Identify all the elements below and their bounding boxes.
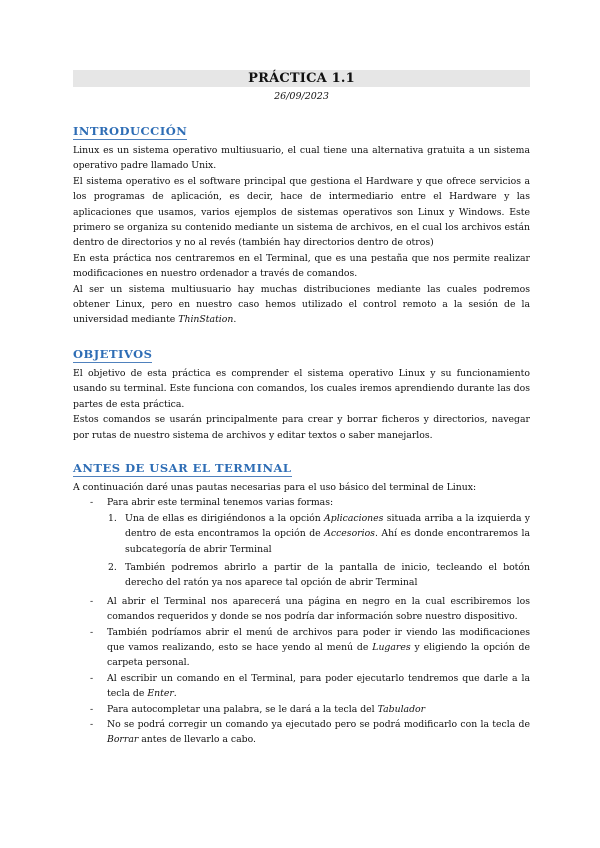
numbered-item-text: situada arriba a la izquierda y dentro de esta encontramos la opción de bbox=[125, 512, 531, 540]
dash-marker: - bbox=[90, 626, 94, 638]
list-item bbox=[73, 702, 530, 717]
list-item-text: . bbox=[173, 688, 177, 700]
intro-p4-emphasis: ThinStation bbox=[178, 314, 234, 326]
dash-marker: - bbox=[90, 719, 94, 730]
intro-paragraph-3: En esta práctica nos centraremos en el Terminal, que es una pestaña que nos permite realizar modificaciones en nuestro ordenador a través de comandos. bbox=[73, 252, 530, 280]
bullet-list bbox=[73, 495, 530, 748]
dash-marker: - bbox=[90, 703, 94, 715]
document-date: 26/09/2023 bbox=[274, 91, 329, 102]
numbered-item bbox=[73, 560, 530, 591]
section-heading-antes: ANTES DE USAR EL TERMINAL bbox=[73, 460, 292, 475]
list-item bbox=[73, 594, 530, 625]
objetivos-paragraph-1: El objetivo de esta práctica es comprender el sistema operativo Linux y su funcionamiento usando su terminal. Este funciona con comandos, los cuales iremos aprendiendo durante las dos partes de esta práctica. bbox=[73, 367, 530, 410]
number-marker: 1. bbox=[108, 512, 117, 524]
numbered-list bbox=[73, 511, 530, 591]
list-item-text: Al escribir un comando en el Terminal, para poder ejecutarlo tendremos que darle a la tecla de bbox=[107, 672, 530, 700]
section-heading-objetivos: OBJETIVOS bbox=[73, 346, 153, 361]
dash-marker: - bbox=[90, 595, 94, 607]
numbered-item-text: Una de ellas es dirigiéndonos a la opción bbox=[125, 512, 325, 524]
intro-paragraph-4 bbox=[73, 282, 530, 328]
document-page bbox=[73, 70, 530, 748]
page-title: PRÁCTICA 1.1 bbox=[73, 70, 530, 87]
objetivos-paragraph-2: Estos comandos se usarán principalmente para crear y borrar ficheros y directorios, navegar por rutas de nuestro sistema de archivos y editar textos o saber manejarlos. bbox=[73, 414, 530, 441]
list-item-text: y eligiendo la opción de carpeta personal. bbox=[107, 641, 530, 669]
section-heading-introduccion: INTRODUCCIÓN bbox=[73, 124, 188, 138]
emphasis-aplicaciones: Aplicaciones bbox=[324, 512, 384, 524]
list-item-text: antes de llevarlo a cabo. bbox=[138, 734, 256, 746]
intro-paragraph-1: Linux es un sistema operativo multiusuario, el cual tiene una alternativa gratuita a un sistema operativo padre llamado Unix. bbox=[73, 145, 530, 172]
list-item-text: Al abrir el Terminal nos aparecerá una página en negro en la cual escribiremos los comandos requeridos y donde se nos podría dar información sobre nuestro dispositivo. bbox=[107, 595, 530, 623]
emphasis-tabulador: Tabulador bbox=[377, 703, 426, 715]
numbered-item bbox=[73, 511, 530, 557]
dash-marker: - bbox=[90, 497, 94, 509]
list-item bbox=[73, 495, 530, 590]
emphasis-enter: Enter bbox=[147, 688, 174, 700]
list-item-text: Para autocompletar una palabra, se le dará a la tecla del bbox=[107, 703, 378, 715]
list-item bbox=[73, 717, 530, 748]
antes-intro: A continuación daré unas pautas necesarias para el uso básico del terminal de Linux: bbox=[73, 481, 477, 493]
list-item-text: Para abrir este terminal tenemos varias formas: bbox=[107, 497, 334, 509]
emphasis-accesorios: Accesorios bbox=[324, 528, 375, 540]
numbered-item-text: También podremos abrirlo a partir de la pantalla de inicio, tecleando el botón derecho del ratón ya nos aparece tal opción de abrir Terminal bbox=[125, 561, 530, 589]
intro-p4-end: . bbox=[233, 314, 237, 326]
list-item-text: No se podrá corregir un comando ya ejecutado pero se podrá modificarlo con la tecla de bbox=[107, 719, 530, 730]
emphasis-borrar: Borrar bbox=[107, 734, 139, 746]
list-item-text: También podríamos abrir el menú de archivos para poder ir viendo las modificaciones que vamos realizando, esto se hace yendo al menú de bbox=[107, 626, 530, 653]
list-item bbox=[73, 625, 530, 671]
intro-paragraph-2: El sistema operativo es el software principal que gestiona el Hardware y que ofrece servicios a los programas de aplicación, es decir, hace de intermediario entre el Hardware y las aplicaciones que usamos, varios ejemplos de sistemas operativos son Linux y Windows. Este primero se organiza su contenido mediante un sistema de archivos, en el cual los archivos están dentro de directorios y no al revés (también hay directorios dentro de otros) bbox=[73, 175, 530, 249]
list-item bbox=[73, 671, 530, 702]
intro-p4-text: Al ser un sistema multiusuario hay muchas distribuciones mediante las cuales podremos obtener Linux, pero en nuestro caso hemos utilizado el control remoto a la sesión de la universidad mediante bbox=[73, 283, 530, 326]
numbered-item-text: . Ahí es donde encontraremos la subcategoría de abrir Terminal bbox=[125, 528, 530, 555]
dash-marker: - bbox=[90, 672, 94, 684]
emphasis-lugares: Lugares bbox=[372, 641, 411, 653]
number-marker: 2. bbox=[108, 561, 117, 573]
